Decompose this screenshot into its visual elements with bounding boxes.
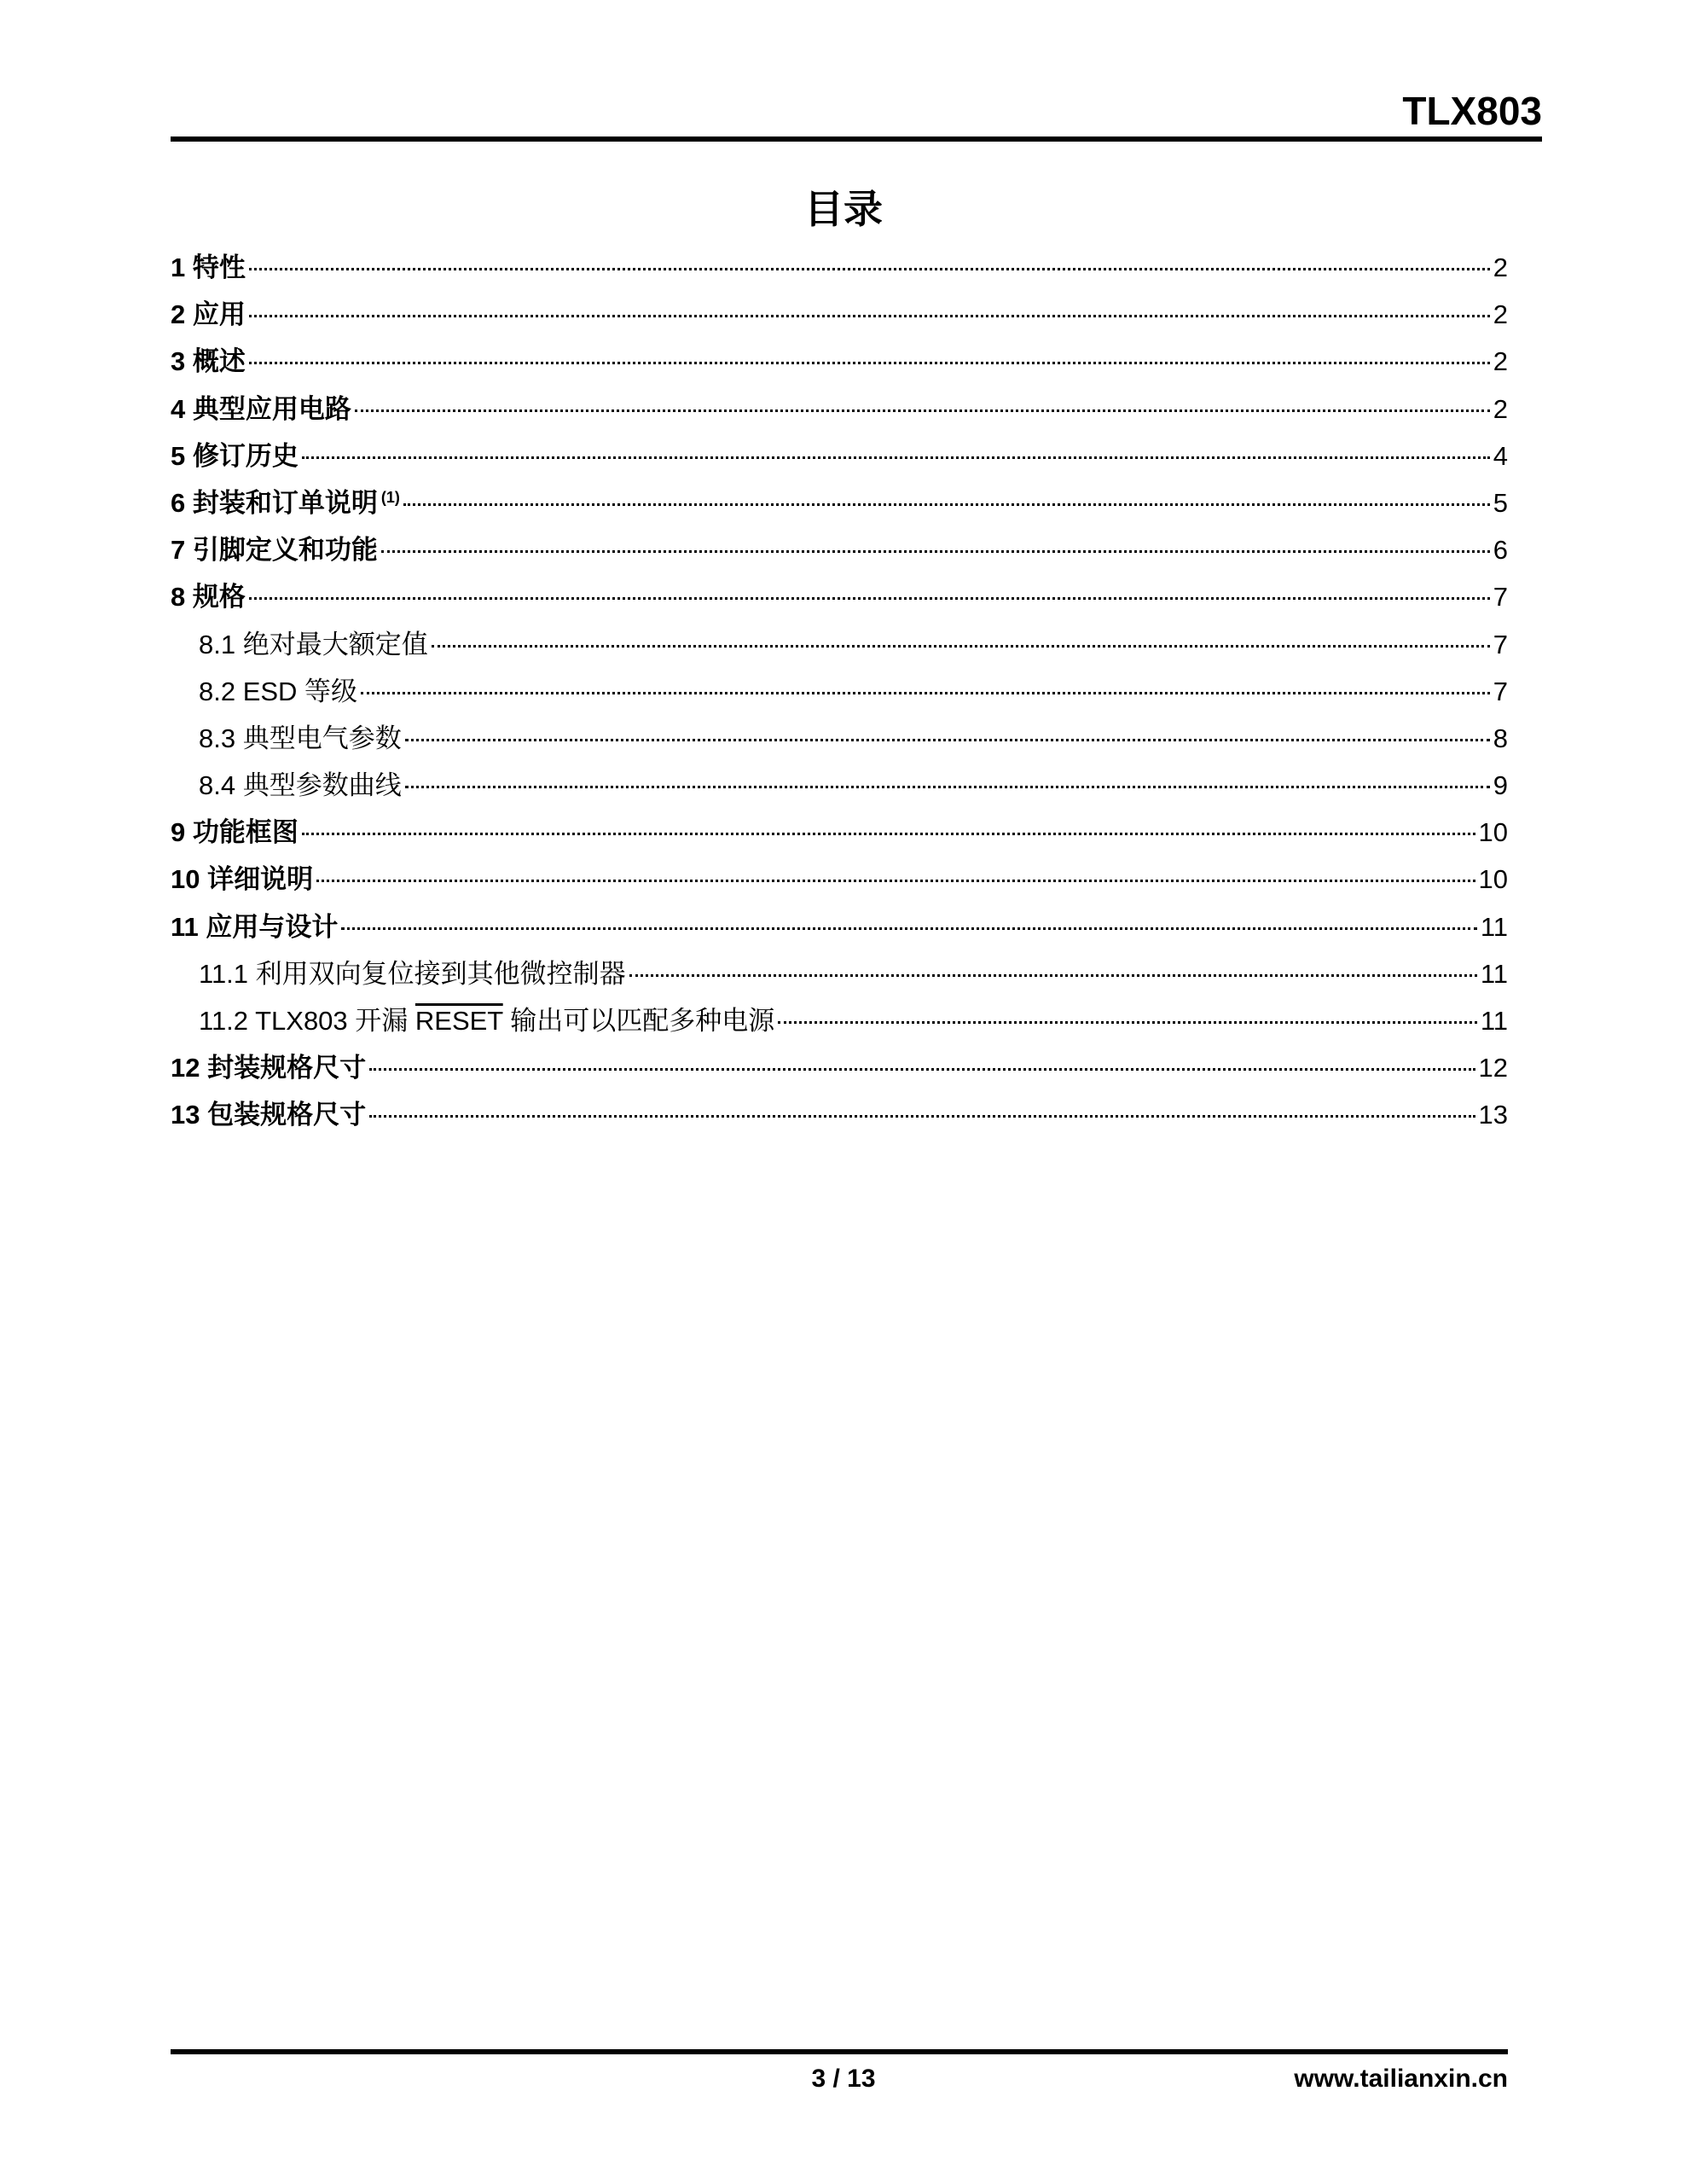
dot-leader	[778, 1021, 1477, 1024]
dot-leader	[302, 456, 1490, 459]
toc-entry-6[interactable]	[171, 479, 1508, 526]
toc-entry-label: 10 详细说明	[171, 864, 314, 895]
dot-leader	[629, 974, 1477, 977]
toc-entry-page: 7	[1493, 676, 1508, 706]
toc-entry-3[interactable]	[171, 338, 1508, 385]
dot-leader	[341, 927, 1476, 930]
toc-entry-8-1[interactable]	[171, 621, 1508, 668]
toc-entry-13[interactable]	[171, 1091, 1508, 1138]
toc-entry-8-3[interactable]	[171, 715, 1508, 762]
page-number: 3 / 13	[811, 2065, 876, 2093]
footer-divider	[171, 2049, 1508, 2054]
toc-entry-label: 8.1 绝对最大额定值	[199, 629, 428, 659]
toc-entry-5[interactable]	[171, 433, 1508, 479]
dot-leader	[405, 786, 1490, 788]
toc-entry-page: 7	[1493, 629, 1508, 659]
dot-leader	[249, 362, 1490, 364]
page-header	[171, 85, 1542, 136]
toc-entry-page: 11	[1480, 1006, 1508, 1036]
toc-entry-page: 11	[1480, 911, 1508, 942]
dot-leader	[405, 739, 1490, 741]
toc-entry-label: 8.2 ESD 等级	[199, 676, 358, 706]
toc-entry-page: 2	[1493, 299, 1508, 330]
toc-entry-page: 12	[1478, 1053, 1508, 1083]
document-title: TLX803	[1402, 89, 1542, 133]
toc-entry-label: 2 应用	[171, 299, 246, 330]
toc-entry-page: 2	[1493, 253, 1508, 282]
toc-entry-label: 5 修订历史	[171, 440, 299, 471]
dot-leader	[403, 503, 1490, 506]
toc-entry-page: 6	[1493, 535, 1508, 566]
toc-entry-label: 12 封装规格尺寸	[171, 1053, 367, 1083]
toc-entry-page: 2	[1493, 393, 1508, 424]
dot-leader	[381, 550, 1490, 553]
toc-entry-page: 5	[1493, 487, 1508, 518]
toc-entry-label: 13 包装规格尺寸	[171, 1100, 367, 1130]
toc-entry-label: 9 功能框图	[171, 817, 299, 848]
toc-entry-page: 4	[1493, 440, 1508, 471]
toc-entry-label	[171, 479, 400, 526]
dot-leader	[361, 692, 1490, 694]
dot-leader	[249, 315, 1490, 317]
toc-entry-label: 8.3 典型电气参数	[199, 723, 402, 753]
toc-entry-label-text: 6 封装和订单说明	[171, 487, 378, 518]
dot-leader	[316, 880, 1475, 882]
dot-leader	[369, 1068, 1475, 1071]
toc-entry-page: 7	[1493, 582, 1508, 613]
toc-entry-label: 8.4 典型参数曲线	[199, 770, 402, 801]
footnote-marker: (1)	[380, 488, 400, 506]
toc-entry-page: 9	[1493, 770, 1508, 801]
dot-leader	[249, 268, 1490, 270]
toc-entry-label: 7 引脚定义和功能	[171, 535, 378, 566]
dot-leader	[249, 597, 1490, 600]
company-website: www.tailianxin.cn	[1294, 2065, 1508, 2093]
toc-entry-page: 8	[1493, 723, 1508, 753]
toc-entry-label	[199, 997, 774, 1044]
toc-entry-12[interactable]	[171, 1044, 1508, 1091]
toc-entry-label-prefix: 11.2 TLX803 开漏	[199, 1006, 415, 1036]
toc-entry-8[interactable]	[171, 573, 1508, 620]
toc-heading: 目录	[804, 187, 883, 231]
toc-entry-label-suffix: 输出可以匹配多种电源	[502, 1006, 775, 1036]
toc-entry-4[interactable]	[171, 386, 1508, 433]
table-of-contents	[171, 244, 1508, 1139]
dot-leader	[355, 410, 1490, 412]
toc-entry-11-1[interactable]	[171, 950, 1508, 997]
toc-entry-8-4[interactable]	[171, 762, 1508, 809]
toc-entry-label: 3 概述	[171, 346, 246, 377]
toc-entry-1[interactable]	[171, 244, 1508, 291]
header-divider	[171, 136, 1542, 142]
toc-entry-11-2[interactable]	[171, 997, 1508, 1044]
toc-entry-7[interactable]	[171, 526, 1508, 573]
toc-entry-page: 10	[1478, 864, 1508, 895]
toc-entry-label: 4 典型应用电路	[171, 393, 351, 424]
toc-entry-2[interactable]	[171, 291, 1508, 338]
toc-entry-8-2[interactable]	[171, 668, 1508, 715]
toc-entry-page: 2	[1493, 346, 1508, 377]
dot-leader	[432, 645, 1490, 648]
toc-entry-label: 8 规格	[171, 582, 246, 613]
toc-entry-10[interactable]	[171, 856, 1508, 903]
toc-entry-page: 11	[1480, 958, 1508, 989]
dot-leader	[369, 1115, 1475, 1118]
toc-entry-page: 10	[1478, 817, 1508, 848]
toc-entry-11[interactable]	[171, 903, 1508, 950]
toc-entry-label: 1 特性	[171, 253, 246, 282]
dot-leader	[302, 833, 1475, 835]
reset-signal-name: RESET	[415, 1006, 503, 1036]
toc-entry-label: 11 应用与设计	[171, 911, 339, 942]
toc-entry-9[interactable]	[171, 809, 1508, 856]
toc-entry-page: 13	[1478, 1100, 1508, 1130]
toc-entry-label: 11.1 利用双向复位接到其他微控制器	[199, 958, 626, 989]
